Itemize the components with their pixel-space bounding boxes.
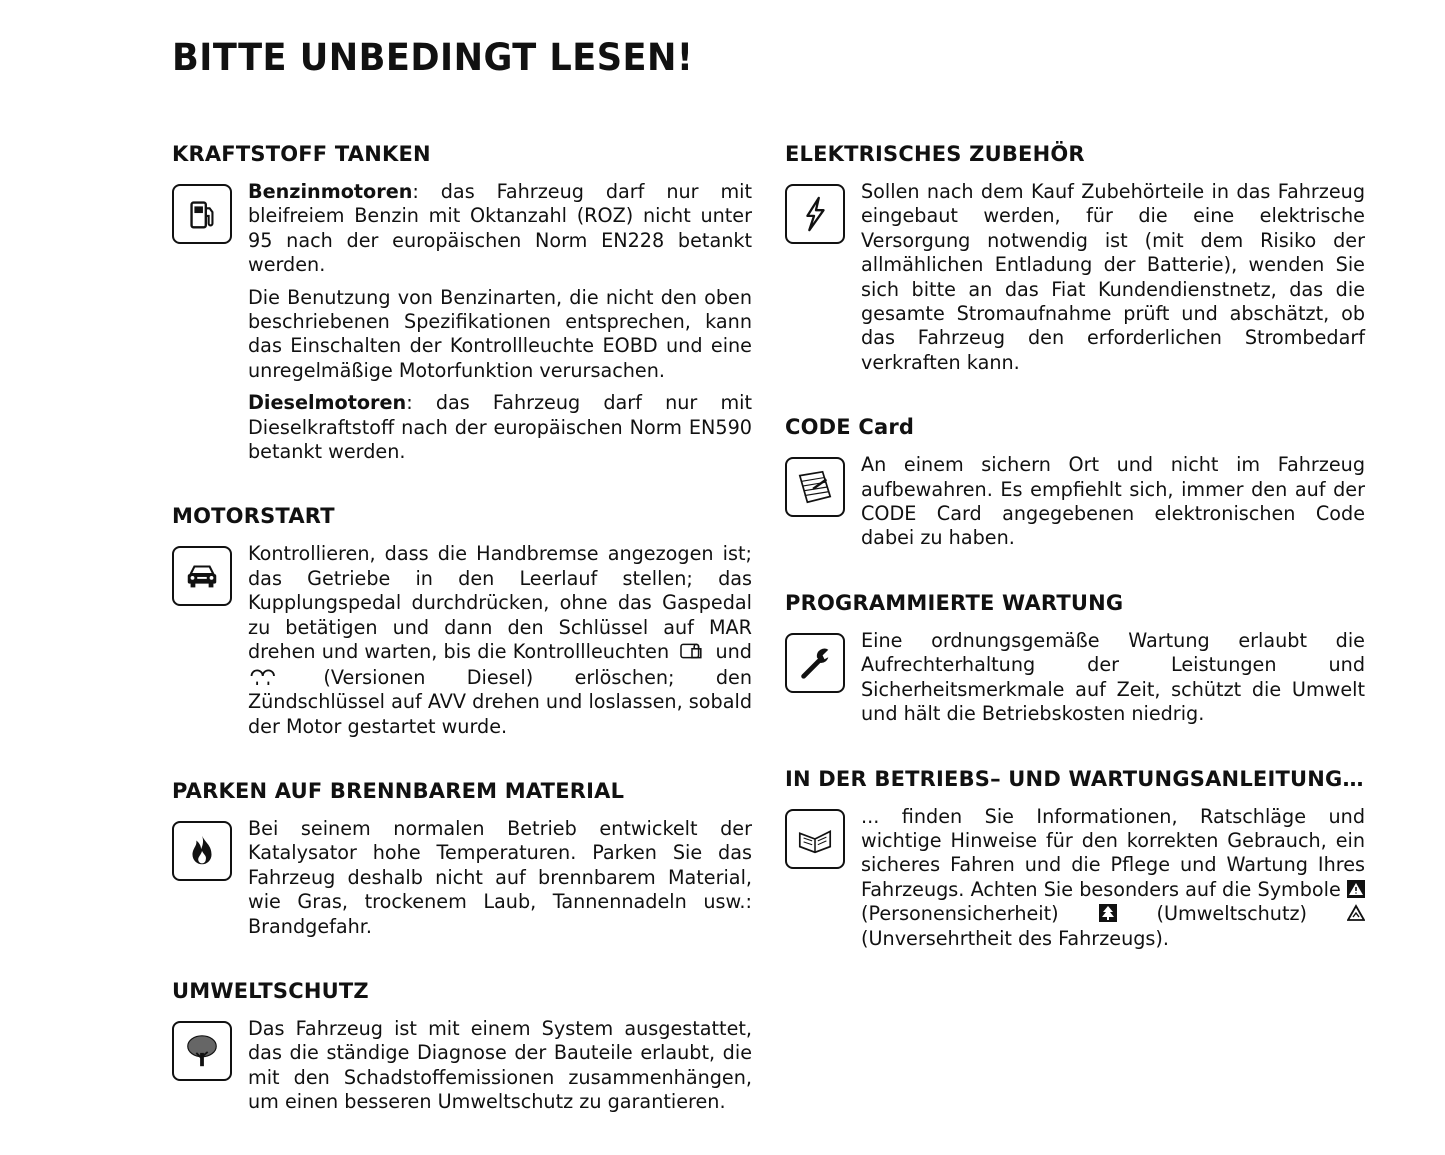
environment-icon	[1099, 904, 1117, 922]
lock-warning-icon	[675, 640, 709, 665]
codecard-text: An einem sichern Ort und nicht im Fahrzeug aufbewahren. Es empfiehlt sich, immer den auf der CODE Card angegebenen elektronischen Code dabei zu haben.	[861, 453, 1365, 550]
lightning-icon	[785, 184, 845, 244]
section-heading: PARKEN AUF BRENNBAREM MATERIAL	[172, 779, 625, 804]
right-column	[785, 142, 1365, 991]
anleitung-text-4: (Unversehrtheit des Fahrzeugs).	[861, 926, 1169, 950]
benzin-label: Benzinmotoren	[248, 180, 413, 203]
anleitung-text-3: (Umweltschutz)	[1156, 902, 1308, 926]
car-icon	[172, 546, 232, 606]
fuel-pump-icon	[172, 184, 232, 244]
wrench-icon	[785, 633, 845, 693]
section-heading: MOTORSTART	[172, 504, 335, 529]
section-heading: ELEKTRISCHES ZUBEHÖR	[785, 142, 1085, 166]
section-kraftstoff	[172, 142, 752, 472]
page-title: BITTE UNBEDINGT LESEN!	[172, 36, 694, 79]
glow-plug-icon	[248, 666, 282, 690]
left-column	[172, 142, 752, 1155]
section-heading: PROGRAMMIERTE WARTUNG	[785, 590, 1124, 615]
book-icon	[785, 809, 845, 869]
motorstart-text-3: (Versionen Diesel) erlöschen; den Zündschlüssel auf AVV drehen und loslassen, sobald der Motor gestartet wurde.	[248, 665, 752, 738]
section-elektrisch	[785, 142, 1365, 383]
fire-icon	[172, 821, 232, 881]
section-parken	[172, 779, 752, 947]
benzin-note: Die Benutzung von Benzinarten, die nicht den oben beschriebenen Spezifikationen entsprechen, kann das Einschalten der Kontrollleuchte EOBD und eine unregelmäßige Motorfunktion verursachen.	[248, 285, 752, 382]
anleitung-text-2: (Personensicherheit)	[861, 902, 1059, 926]
code-card-icon	[785, 457, 845, 517]
umwelt-text: Das Fahrzeug ist mit einem System ausgestattet, das die ständige Diagnose der Bauteile erlaubt, die mit den Schadstoffemissionen zusammenhängen, um einen besseren Umweltschutz zu garantieren.	[248, 1017, 752, 1114]
motorstart-text-1: Kontrollieren, dass die Handbremse angezogen ist; das Getriebe in den Leerlauf stellen; das Kupplungspedal durchdrücken, ohne das Gaspedal zu betätigen und dann den Schlüssel auf MAR drehen und warten, bis die Kontrollleuchten	[248, 542, 752, 664]
section-motorstart	[172, 504, 752, 747]
section-anleitung	[785, 767, 1365, 959]
section-codecard	[785, 415, 1365, 559]
vehicle-integrity-icon	[1347, 904, 1365, 922]
tree-icon	[172, 1021, 232, 1081]
diesel-label: Dieselmotoren	[248, 391, 407, 415]
section-wartung	[785, 591, 1365, 735]
diesel-text: : das Fahrzeug darf nur mit Dieselkraftstoff nach der europäischen Norm EN590 betankt werden.	[248, 391, 752, 464]
personal-safety-icon	[1347, 880, 1365, 898]
anleitung-text-1: ... finden Sie Informationen, Ratschläge und wichtige Hinweise für den korrekten Gebrauch, ein sicheres Fahren und die Pflege und Wartung Ihres Fahrzeugs. Achten Sie besonders auf die Symbole	[861, 804, 1365, 901]
section-heading: IN DER BETRIEBS– UND WARTUNGSANLEITUNG…	[785, 766, 1364, 791]
benzin-text: : das Fahrzeug darf nur mit bleifreiem Benzin mit Oktanzahl (ROZ) nicht unter 95 nach der europäischen Norm EN228 betankt werden.	[248, 180, 752, 277]
section-heading: UMWELTSCHUTZ	[172, 979, 369, 1004]
elektrisch-text: Sollen nach dem Kauf Zubehörteile in das Fahrzeug eingebaut werden, für die eine elektrische Versorgung notwendig ist (mit dem Risiko der allmählichen Entladung der Batterie), wenden Sie sich bitte an das Fiat Kundendienstnetz, das die gesamte Stromaufnahme prüft und abschätzt, ob das Fahrzeug den erforderlichen Strombedarf verkraften kann.	[861, 180, 1365, 374]
motorstart-text-2: und	[715, 640, 752, 664]
parken-text: Bei seinem normalen Betrieb entwickelt der Katalysator hohe Temperaturen. Parken Sie das Fahrzeug deshalb nicht auf brennbarem Material, wie Gras, trockenem Laub, Tannennadeln usw.: Brandgefahr.	[248, 817, 752, 938]
wartung-text: Eine ordnungsgemäße Wartung erlaubt die Aufrechterhaltung der Leistungen und Sicherheitsmerkmale auf Zeit, schützt die Umwelt und hält die Betriebskosten niedrig.	[861, 628, 1365, 726]
section-heading: CODE Card	[785, 415, 915, 440]
section-heading: KRAFTSTOFF TANKEN	[172, 142, 431, 166]
section-umweltschutz	[172, 979, 752, 1123]
